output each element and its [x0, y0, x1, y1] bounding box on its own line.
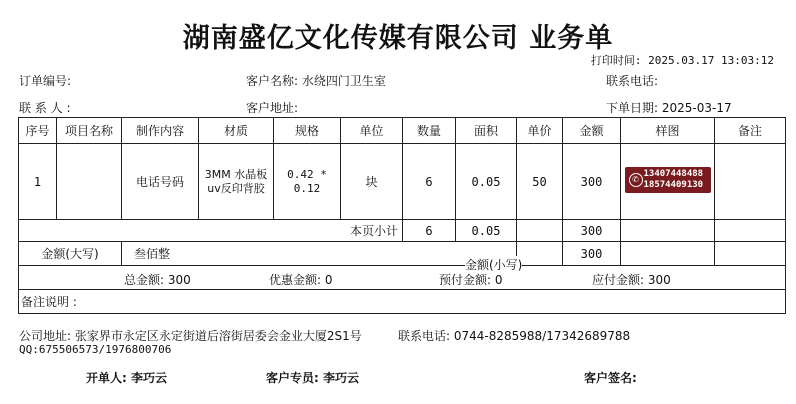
- cell-price: 50: [517, 144, 563, 220]
- drawer-signature: 开单人: 李巧云: [86, 371, 167, 385]
- cell-content: 电话号码: [122, 144, 199, 220]
- header-qty: 数量: [403, 118, 456, 144]
- sample-phone-1: 13407448488: [643, 169, 704, 179]
- order-table: [18, 117, 786, 314]
- phone-label: 联系电话:: [606, 74, 659, 88]
- amount-lower-label: 金额(小写): [465, 258, 523, 272]
- header-amount: 金额: [563, 118, 621, 144]
- order-date: 下单日期: 2025-03-17: [606, 101, 732, 115]
- header-spec: 规格: [274, 118, 341, 144]
- cell-note: [715, 144, 786, 220]
- amount-lower-value: 300: [563, 242, 621, 266]
- header-note: 备注: [715, 118, 786, 144]
- document-title: 湖南盛亿文化传媒有限公司 业务单: [182, 23, 614, 54]
- cell-sample: [621, 144, 715, 220]
- cell-unit: 块: [341, 144, 403, 220]
- customer-address-label: 客户地址:: [246, 101, 299, 115]
- company-qq: QQ:675506573/1976800706: [19, 343, 172, 356]
- header-seq: 序号: [19, 118, 57, 144]
- sample-phone-2: 18574409130: [643, 180, 704, 190]
- cell-amount: 300: [563, 144, 621, 220]
- cell-spec: 0.42 * 0.12: [274, 144, 341, 220]
- subtotal-amount: 300: [563, 220, 621, 242]
- cell-material: 3MM 水晶板uv反印背胶: [199, 144, 274, 220]
- cell-seq: 1: [19, 144, 57, 220]
- subtotal-label: 本页小计: [19, 220, 403, 242]
- remarks-label: 备注说明 :: [19, 290, 786, 314]
- header-item-name: 项目名称: [57, 118, 122, 144]
- customer-rep: 客户专员: 李巧云: [266, 371, 359, 385]
- header-unit: 单位: [341, 118, 403, 144]
- cell-area: 0.05: [456, 144, 517, 220]
- subtotal-row: [19, 220, 786, 242]
- remarks-row: [19, 290, 786, 314]
- sample-image: [625, 167, 711, 193]
- table-row: [19, 144, 786, 220]
- table-header-row: [19, 118, 786, 144]
- payable-amount: 应付金额: 300: [592, 273, 671, 287]
- customer-name: 客户名称: 水绕四门卫生室: [246, 74, 386, 88]
- total-amount: 总金额: 300: [124, 273, 191, 287]
- header-content: 制作内容: [122, 118, 199, 144]
- company-phone: 联系电话: 0744-8285988/17342689788: [398, 329, 631, 343]
- prepaid-amount: 预付金额: 0: [439, 273, 503, 287]
- amount-upper-value: 叁佰整: [122, 242, 517, 266]
- subtotal-area: 0.05: [456, 220, 517, 242]
- discount-amount: 优惠金额: 0: [269, 273, 333, 287]
- cell-item-name: [57, 144, 122, 220]
- header-sample: 样图: [621, 118, 715, 144]
- amount-upper-label: 金额(大写): [19, 242, 122, 266]
- print-time: 打印时间: 2025.03.17 13:03:12: [590, 54, 774, 67]
- amount-row: [19, 242, 786, 266]
- header-material: 材质: [199, 118, 274, 144]
- subtotal-qty: 6: [403, 220, 456, 242]
- company-address: 公司地址: 张家界市永定区永定街道后溶街居委会金业大厦2S1号: [19, 329, 362, 343]
- header-area: 面积: [456, 118, 517, 144]
- customer-signature-label: 客户签名:: [584, 371, 637, 385]
- totals-row: [19, 266, 786, 290]
- order-no-label: 订单编号:: [19, 74, 72, 88]
- contact-label: 联 系 人 :: [19, 101, 71, 115]
- cell-qty: 6: [403, 144, 456, 220]
- header-price: 单价: [517, 118, 563, 144]
- phone-icon: ✆: [629, 173, 643, 187]
